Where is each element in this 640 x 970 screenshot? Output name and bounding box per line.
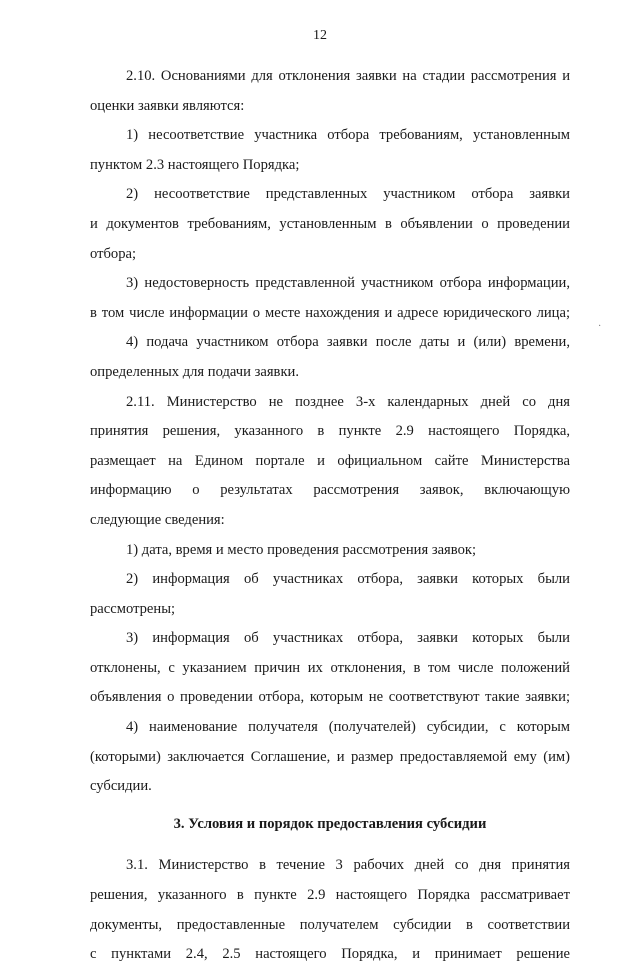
text-line: 4) подача участником отбора заявки после даты и (или) времени, [126, 334, 570, 351]
paragraph-2-10-item-1 [90, 121, 570, 180]
text-line: пунктом 2.3 настоящего Порядка; [90, 156, 300, 173]
text-line: рассмотрены; [90, 600, 176, 617]
spacer [90, 839, 570, 851]
paragraph-2-10-item-3 [90, 269, 570, 328]
section-heading: 3. Условия и порядок предоставления субсидии [173, 815, 487, 832]
margin-mark: · [598, 321, 602, 332]
text-line: следующие сведения: [90, 511, 225, 528]
paragraph-3-1 [90, 851, 570, 969]
text-line: 2.10. Основаниями для отклонения заявки на стадии рассмотрения и [126, 68, 570, 84]
text-line: 3.1. Министерство в течение 3 рабочих дней со дня принятия [126, 857, 570, 874]
text-line: 2) информация об участниках отбора, заявки которых были [126, 571, 570, 588]
text-line: субсидии. [90, 778, 152, 795]
spacer [90, 802, 570, 810]
paragraph-2-11-item-3 [90, 624, 570, 713]
text-line: документы, предоставленные получателем субсидии в соответствии [90, 916, 570, 933]
text-line: принятия решения, указанного в пункте 2.9 настоящего Порядка, [90, 423, 570, 440]
paragraph-2-11-item-2 [90, 565, 570, 624]
text-line: с пунктами 2.4, 2.5 настоящего Порядка, и принимает решение [90, 946, 570, 963]
text-line: определенных для подачи заявки. [90, 363, 299, 380]
paragraph-2-11-item-4 [90, 713, 570, 802]
text-line: (которыми) заключается Соглашение, и размер предоставляемой ему (им) [90, 748, 570, 765]
text-line: оценки заявки являются: [90, 97, 245, 114]
paragraph-2-11 [90, 388, 570, 536]
text-line: 1) несоответствие участника отбора требованиям, установленным [126, 127, 570, 144]
text-line: объявления о проведении отбора, которым не соответствуют такие заявки; [90, 689, 570, 706]
page-number: 12 [313, 28, 327, 43]
text-line: 2) несоответствие представленных участником отбора заявки [126, 186, 570, 203]
paragraph-2-10 [90, 62, 570, 121]
document-body [90, 62, 570, 970]
text-line: решения, указанного в пункте 2.9 настоящего Порядка рассматривает [90, 887, 570, 904]
text-line: 1) дата, время и место проведения рассмотрения заявок; [126, 541, 477, 558]
text-line: информацию о результатах рассмотрения заявок, включающую [90, 482, 570, 499]
text-line: в том числе информации о месте нахождения и адресе юридического лица; [90, 304, 570, 321]
text-line: размещает на Едином портале и официальном сайте Министерства [90, 452, 570, 469]
paragraph-2-11-item-1 [90, 536, 570, 566]
text-line: отклонены, с указанием причин их отклонения, в том числе положений [90, 659, 570, 676]
text-line: 4) наименование получателя (получателей) субсидии, с которым [126, 719, 570, 736]
text-line: и документов требованиям, установленным в объявлении о проведении [90, 215, 570, 232]
paragraph-2-10-item-2 [90, 180, 570, 269]
paragraph-2-10-item-4 [90, 328, 570, 387]
text-line: 2.11. Министерство не позднее 3-х календарных дней со дня [126, 393, 570, 410]
text-line: 3) информация об участниках отбора, заявки которых были [126, 630, 570, 647]
text-line: 3) недостоверность представленной участником отбора информации, [126, 275, 570, 292]
text-line: отбора; [90, 245, 137, 262]
